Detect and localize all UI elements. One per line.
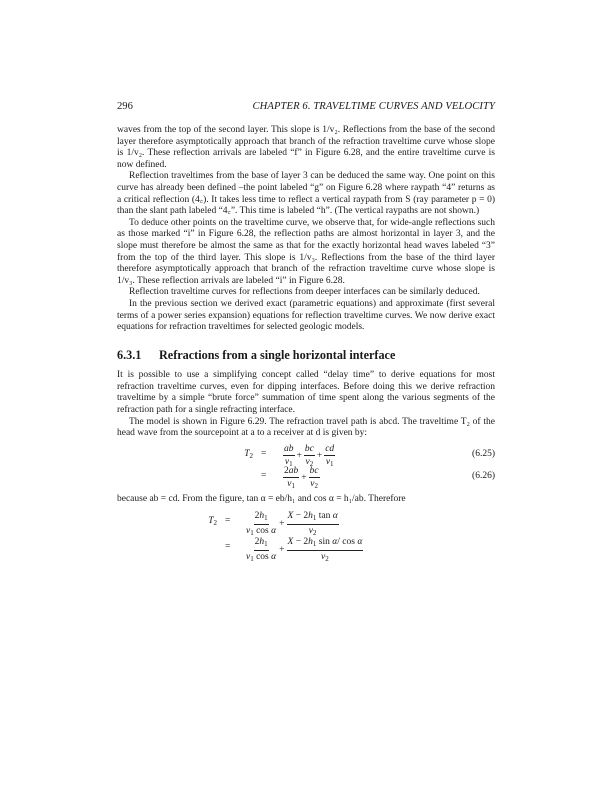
paragraph: Reflection traveltimes from the base of layer 3 can be deduced the same way. One point on this curve has already been defined –the point labeled “g” on Figure 6.28 where raypath “4” returns as a critical reflection (4꜀). It takes less time to reflect a vertical raypath from S (ray parameter p = 0) than the slant path labeled “4꜀”. This time is labeled “h”. (The vertical raypaths are not shown.) [117, 171, 495, 217]
section-title: Refractions from a single horizontal interface [159, 347, 396, 362]
paragraph: In the previous section we derived exact (parametric equations) and approximate (first several terms of a power series expansion) equations for reflection traveltime curves. We now derive exact equations for refraction traveltimes for selected geologic models. [117, 298, 495, 333]
page-number: 296 [117, 101, 133, 112]
paragraph: It is possible to use a simplifying concept called “delay time” to derive equations for most refraction traveltime curves, even for dipping interfaces. Before doing this we derive refraction traveltime by a simple “brute force” summation of time spent along the various segments of the refraction path for a single refracting interface. [117, 370, 495, 416]
paragraph: because ab = cd. From the figure, tan α = eb/h₁ and cos α = h₁/ab. Therefore [117, 493, 406, 504]
chapter-title: CHAPTER 6. TRAVELTIME CURVES AND VELOCITY [252, 101, 495, 112]
section-heading [117, 347, 495, 362]
equation-number: (6.26) [472, 470, 495, 481]
paragraph: Reflection traveltime curves for reflections from deeper interfaces can be similarly deduced. [129, 287, 480, 298]
equation-block-6-25: $T_2$ = $\frac{ab}{v_1}$ + $\frac{bc}{v_2}$ + $\frac{cd}{v_1}$ (6.25) = $\frac{2ab}{v_1}$ + $\frac{bc}{v_2}$ (6.26) [244, 443, 495, 490]
equation-block-t2: $T_2$ = $\frac{2h_1}{v_1 \cos \alpha}$ + $\frac{X - 2h_1 \tan \alpha}{v_2}$ = $\frac{2h_1}{v_1 \cos \alpha}$ + $\frac{X - 2h_1 \sin \alpha/ \cos \alpha}{v_2}$ [208, 511, 363, 564]
equation-number: (6.25) [472, 448, 495, 459]
body-text [117, 125, 495, 583]
section-number: 6.3.1 [117, 347, 142, 362]
paragraph: The model is shown in Figure 6.29. The refraction travel path is abcd. The traveltime T₂ of the head wave from the sourcepoint at a to a receiver at d is given by: [117, 416, 495, 439]
paragraph: waves from the top of the second layer. This slope is 1/v₂. Reflections from the base of the second layer therefore asymptotically approach that branch of the refraction traveltime curve whose slope is 1/v₂. These reflection arrivals are labeled “f” in Figure 6.28, and the entire traveltime curve is now defined. [117, 125, 495, 170]
running-header [117, 101, 495, 115]
paragraph: To deduce other points on the traveltime curve, we observe that, for wide-angle reflections such as those marked “i” in Figure 6.28, the reflection paths are almost horizontal in layer 3, and the slope must therefore be almost the same as that for the exactly horizontal head waves labeled “3” from the top of the third layer. This slope is 1/v₃. Reflections from the base of the third layer therefore asymptotically approach that branch of the refraction traveltime curve whose slope is 1/v₃. These reflection arrivals are labeled “i” in Figure 6.28. [117, 217, 495, 286]
